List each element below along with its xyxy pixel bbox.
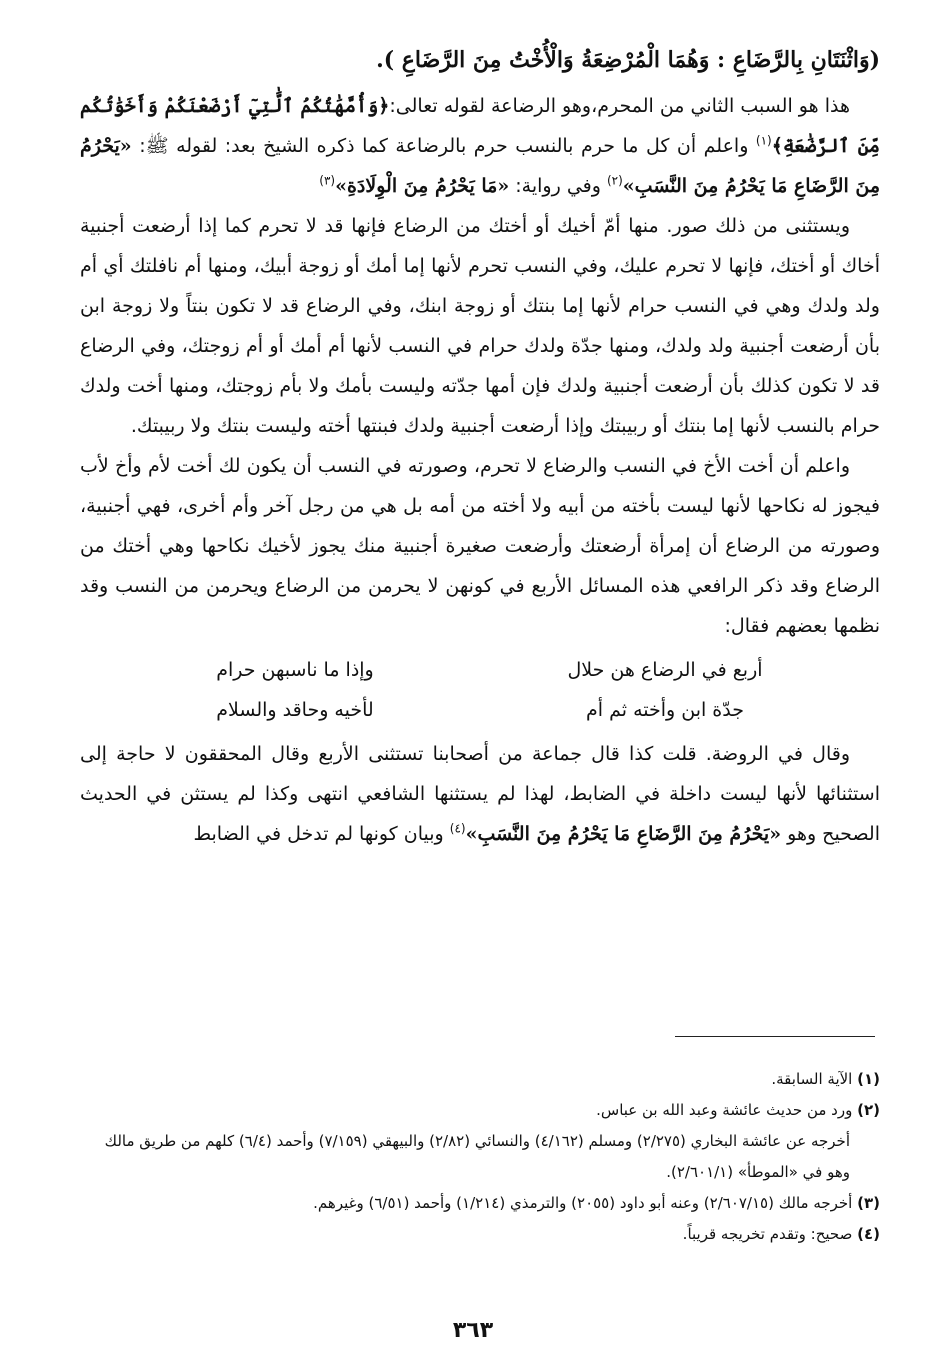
footnote-text: صحيح: وتقدم تخريجه قريباً. bbox=[682, 1225, 858, 1243]
paragraph-1-middle: واعلم أن كل ما حرم بالنسب حرم بالرضاعة كما ذكره الشيخ بعد: لقوله ﷺ: bbox=[131, 135, 756, 157]
footnote-number: (٤) bbox=[857, 1225, 880, 1243]
poem-hemistich: لأخيه وحاقد والسلام bbox=[216, 699, 374, 721]
paragraph-4 bbox=[80, 734, 880, 854]
footnotes bbox=[80, 1064, 880, 1250]
footnote-2-continued bbox=[80, 1126, 880, 1188]
footnote-4 bbox=[80, 1219, 880, 1250]
footnote-3 bbox=[80, 1188, 880, 1219]
footnote-2 bbox=[80, 1095, 880, 1126]
paragraph-1-riwaya: وفي رواية: bbox=[509, 175, 607, 197]
paragraph-3: واعلم أن أخت الأخ في النسب والرضاع لا تحرم، وصورته في النسب أن يكون لك أخت لأم وأخ لأب فيجوز له نكاحها لأنها ليست بأخته من أبيه ولا أخته من أمه بل هي من رجل آخر وأم أخرى، فهي أجنبية، وصورته من الرضاع أن إمرأة أرضعتك وأرضعت صغيرة أجنبية منك يجوز لأخيك نكاحها وهي أختك من الرضاع وقد ذكر الرافعي هذه المسائل الأربع في كونهن لا يحرمن من الرضاع ويحرمن من النسب وقد نظمها بعضهم فقال: bbox=[80, 455, 880, 637]
footnote-text: أخرجه عن عائشة البخاري (٢/٢٧٥) ومسلم (٤/١٦٢) والنسائي (٢/٨٢) والبيهقي (٧/١٥٩) وأحمد (٦/٤) كلهم من طريق مالك وهو في «الموطأ» (٢/٦٠١/١). bbox=[104, 1132, 850, 1181]
footnote-ref-1: (١) bbox=[755, 133, 772, 148]
footnote-text: أخرجه مالك (٢/٦٠٧/١٥) وعنه أبو داود (٢٠٥٥) والترمذي (١/٢١٤) وأحمد (٦/٥١) وغيرهم. bbox=[313, 1194, 858, 1212]
footnote-text: ورد من حديث عائشة وعبد الله بن عباس. bbox=[596, 1101, 858, 1119]
footnote-number: (١) bbox=[857, 1070, 880, 1088]
paragraph-4-tail: وبيان كونها لم تدخل في الضابط bbox=[193, 823, 450, 845]
footnote-ref-3: (٣) bbox=[319, 173, 336, 188]
footnote-text: الآية السابقة. bbox=[771, 1070, 858, 1088]
footnote-ref-2: (٢) bbox=[606, 173, 623, 188]
hadith-quote-2: «مَا يَحْرُمُ مِنَ الْوِلَادَةِ» bbox=[335, 175, 510, 197]
poem-verse-1 bbox=[80, 650, 880, 690]
paragraph-4-text: وقال في الروضة. قلت كذا قال جماعة من أصحابنا تستثنى الأربع وقال المحققون لا حاجة إلى استثنائها لأنها ليست داخلة في الضابط، لهذا لم يستثنها الشافعي انتهى وكذا لم يستثن في الحديث الصحيح وهو bbox=[80, 743, 880, 845]
page-number: ٣٦٣ bbox=[452, 1318, 494, 1343]
footnote-number: (٣) bbox=[857, 1194, 880, 1212]
poem bbox=[80, 650, 880, 730]
footnote-1 bbox=[80, 1064, 880, 1095]
quran-verse: ﴿وَأُمَّهَٰتُكُمُ ٱلَّٰتِيٓ أَرْضَعْنَكُمْ وَأَخَوَٰتُكُم مِّنَ ٱلرَّضَٰعَةِ﴾ bbox=[80, 95, 881, 157]
poem-verse-2 bbox=[80, 690, 880, 730]
footnote-ref-4: (٤) bbox=[449, 821, 466, 836]
paragraph-1 bbox=[80, 86, 880, 206]
hadith-quote-1: «يَحْرُمُ مِنَ الرَّضَاعِ مَا يَحْرُمُ مِنَ النَّسَبِ» bbox=[80, 135, 880, 197]
section-heading: (وَاثْنَتَانِ بِالرَّضَاعِ : وَهُمَا الْمُرْضِعَةُ وَالْأُخْتُ مِنَ الرَّضَاعِ ). bbox=[376, 47, 880, 73]
page-body bbox=[80, 40, 880, 854]
hadith-quote-3: «يَحْرُمُ مِنَ الرَّضَاعِ مَا يَحْرُمُ مِنَ النَّسَبِ» bbox=[465, 823, 782, 845]
paragraph-1-intro: هذا هو السبب الثاني من المحرم،وهو الرضاعة لقوله تعالى: bbox=[389, 95, 850, 117]
paragraph-2: ويستثنى من ذلك صور. منها أمّ أخيك أو أختك من الرضاع فإنها قد لا تحرم كما إذا أرضعت أجنبية أخاك أو أختك، فإنها لا تحرم عليك، وفي النسب تحرم لأنها إما أمك أو زوجة أبيك، ومنها أم نافلتك أي أم ولد ولدك وهي في النسب حرام لأنها إما بنتك أو زوجة ابنك، وفي الرضاع قد لا تكون بنتاً ولا زوجة ابن بأن أرضعت أجنبية ولد ولدك، ومنها جدّة ولدك حرام في النسب لأنها أم أمك أو أم زوجتك، وفي الرضاع قد لا تكون كذلك بأن أرضعت أجنبية ولدك فإن أمها جدّته وليست بأمك ولا بأم زوجتك، ومنها أخت ولدك حرام بالنسب لأنها إما بنتك أو ربيبتك وإذا أرضعت أجنبية ولدك فبنتها أخته وليست بنتك ولا ربيبتك. bbox=[80, 215, 880, 437]
poem-hemistich: جدّة ابن وأخته ثم أم bbox=[586, 699, 744, 721]
footnote-divider bbox=[675, 1036, 875, 1037]
poem-hemistich: أربع في الرضاع هن حلال bbox=[567, 659, 763, 681]
footnote-number: (٢) bbox=[857, 1101, 880, 1119]
poem-hemistich: وإذا ما ناسبهن حرام bbox=[216, 659, 374, 681]
